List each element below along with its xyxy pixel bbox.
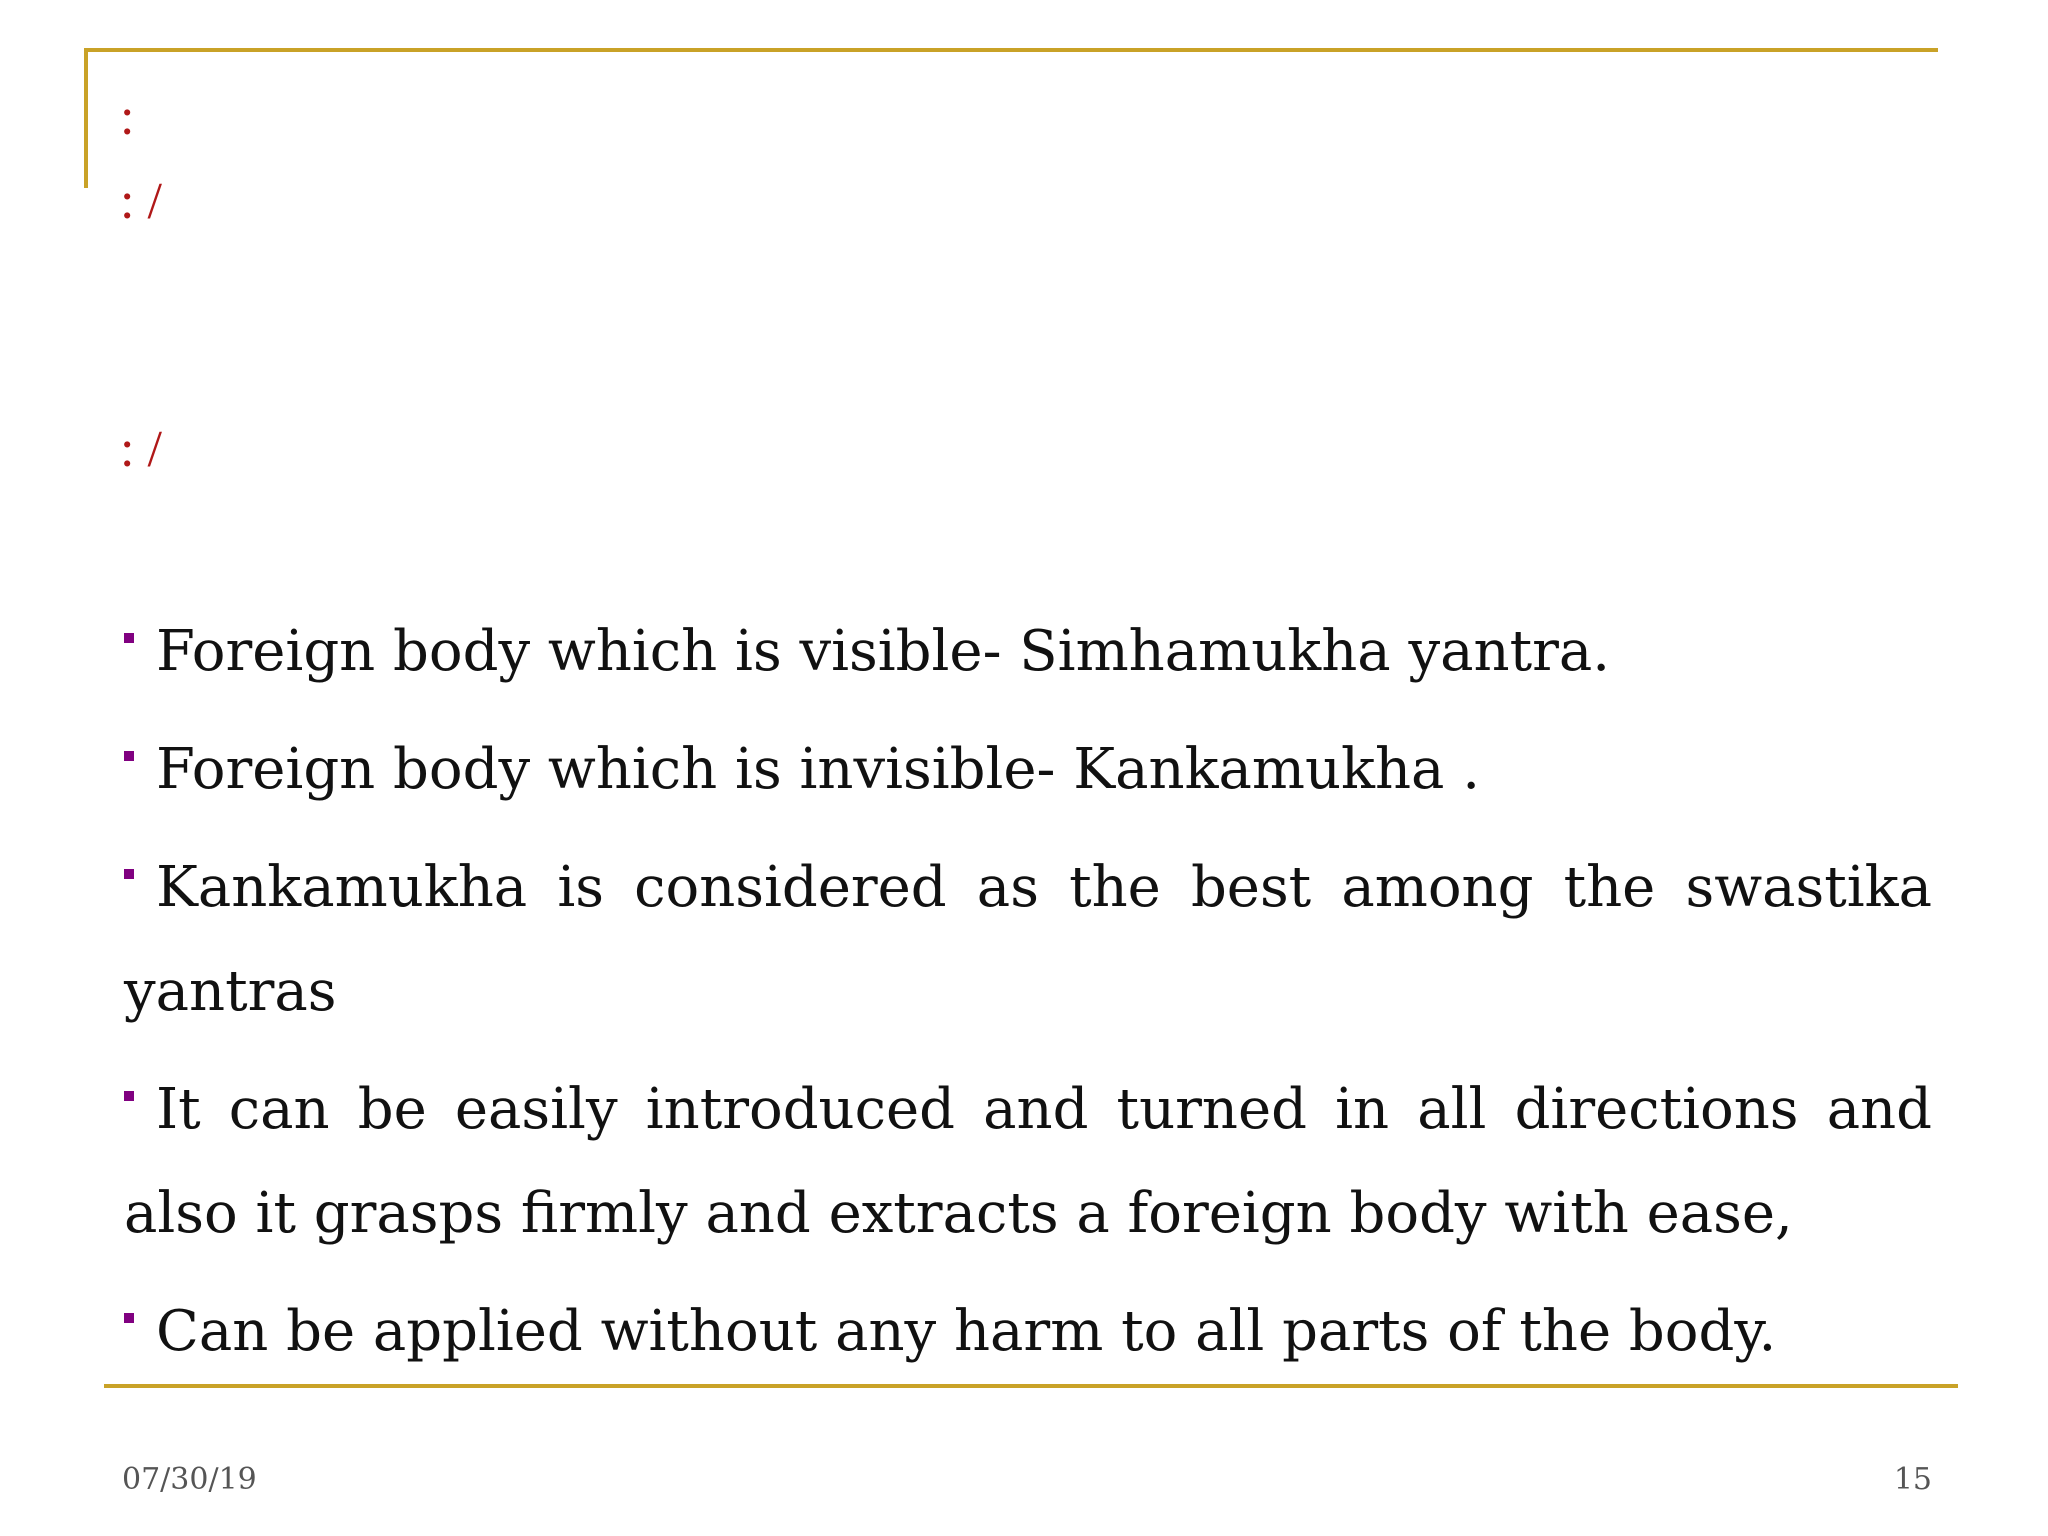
page-number: 15 — [1893, 1462, 1932, 1497]
bullet-item — [124, 1058, 1932, 1266]
bullet-item — [124, 836, 1932, 1044]
bullet-text: It can be easily introduced and turned in all directions and also it grasps firmly and extracts a foreign body with ease, — [124, 1077, 1932, 1246]
bullet-square-icon — [124, 751, 134, 761]
bullet-item — [124, 1280, 1932, 1384]
heading-marker-2: : / — [120, 173, 162, 230]
footer-date: 07/30/19 — [122, 1462, 257, 1497]
bullet-list — [124, 600, 1932, 1398]
heading-marker-3: : / — [120, 421, 162, 478]
bullet-text: Foreign body which is visible- Simhamukha yantra. — [156, 619, 1611, 684]
bullet-square-icon — [124, 1313, 134, 1323]
frame-top-line — [84, 48, 1938, 52]
frame-left-line — [84, 48, 88, 188]
bullet-text: Can be applied without any harm to all parts of the body. — [156, 1299, 1777, 1364]
bullet-square-icon — [124, 1091, 134, 1101]
bullet-text: Kankamukha is considered as the best among the swastika yantras — [124, 855, 1932, 1024]
bullet-square-icon — [124, 633, 134, 643]
footer-line — [104, 1384, 1958, 1388]
bullet-item — [124, 600, 1932, 704]
bullet-item — [124, 718, 1932, 822]
bullet-square-icon — [124, 869, 134, 879]
heading-marker-1: : — [120, 89, 135, 146]
bullet-text: Foreign body which is invisible- Kankamukha . — [156, 737, 1481, 802]
